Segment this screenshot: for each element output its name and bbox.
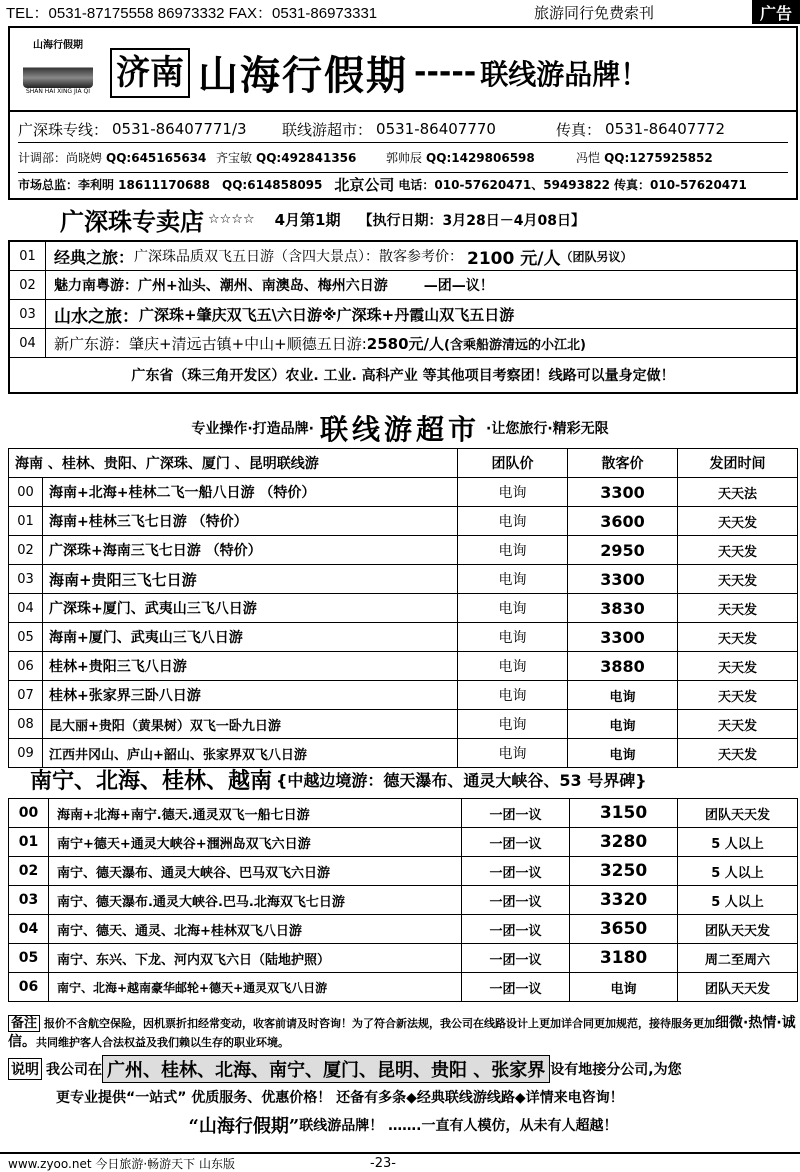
row-number: 09: [9, 739, 43, 768]
item-price: 2580元/人: [366, 334, 445, 353]
slogan-right: ·让您旅行·精彩无限: [486, 421, 609, 437]
table-row: [9, 478, 798, 507]
fax-number: 0531-86407772: [605, 120, 725, 138]
route-name: 桂林+贵阳三飞八日游: [43, 652, 458, 681]
route-name: 海南+桂林三飞七日游 （特价）: [43, 507, 458, 536]
group-price: 一团一议: [462, 828, 570, 857]
item-number: 02: [10, 271, 46, 299]
col-route: 海南 、桂林、贵阳、广深珠、厦门 、昆明联线游: [9, 449, 458, 478]
route-name: 南宁、北海+越南豪华邮轮+德天+通灵双飞八日游: [49, 973, 462, 1002]
item-label: 山水之旅：: [54, 306, 139, 327]
departure: 天天法: [678, 478, 798, 507]
departure: 天天发: [678, 623, 798, 652]
departure: 天天发: [678, 652, 798, 681]
table-row: [9, 973, 798, 1002]
item-text: 广深珠+肇庆双飞五\六日游※广深珠+丹霞山双飞五日游: [139, 305, 515, 324]
brand-line: [110, 44, 648, 101]
walkin-price: 电询: [568, 710, 678, 739]
page-number: -23-: [370, 1155, 396, 1171]
walkin-price: 3250: [570, 857, 678, 886]
staff-name: 冯恺: [576, 151, 601, 165]
departure: 天天发: [678, 594, 798, 623]
group-price: 电询: [458, 652, 568, 681]
nanning-title: 南宁、北海、桂林、越南: [30, 769, 273, 794]
route-name: 南宁、德天瀑布.通灵大峡谷.巴马.北海双飞七日游: [49, 886, 462, 915]
departure: 团队天天发: [678, 915, 798, 944]
rating-stars: ☆☆☆☆: [208, 212, 255, 227]
remarks-emphasis: 细微·热情·诚信。: [8, 1015, 796, 1050]
departure: 天天发: [678, 681, 798, 710]
logo-text: 山海行假期: [33, 40, 83, 51]
departure: 5 人以上: [678, 886, 798, 915]
table-row: [9, 828, 798, 857]
guangdong-inspection-note: 广东省（珠三角开发区）农业. 工业. 高科产业 等其他项目考察团！线路可以量身定做！: [131, 368, 675, 384]
group-price: 一团一议: [462, 857, 570, 886]
row-number: 02: [9, 536, 43, 565]
fax-label: 传真：: [556, 120, 602, 139]
route-name: 南宁、东兴、下龙、河内双飞六日（陆地护照）: [49, 944, 462, 973]
supermarket-slogan: [0, 408, 800, 448]
table-row: [9, 565, 798, 594]
table-row: [9, 886, 798, 915]
item-text: 广州+汕头、潮州、南澳岛、梅州六日游: [138, 278, 388, 294]
route-name: 江西井冈山、庐山+韶山、张家界双飞八日游: [43, 739, 458, 768]
contact-block: [8, 112, 798, 200]
item-number: 03: [10, 300, 46, 328]
row-number: 03: [9, 565, 43, 594]
list-item: [10, 300, 796, 329]
group-price: 一团一议: [462, 944, 570, 973]
nanning-section-title: [30, 764, 647, 795]
group-price: 一团一议: [462, 799, 570, 828]
group-price: 电询: [458, 623, 568, 652]
logo-subtext: SHAN HAI XING JIA QI: [25, 88, 91, 95]
table-row: [9, 536, 798, 565]
border-tour-subtitle: {中越边境游：德天瀑布、通灵大峡谷、53 号界碑}: [276, 771, 647, 790]
director-qq: QQ:614858095: [222, 177, 323, 192]
row-number: 03: [9, 886, 49, 915]
group-price: 一团一议: [462, 915, 570, 944]
row-number: 01: [9, 507, 43, 536]
item-label: 新广东游：: [54, 334, 130, 353]
brand-dash: -----: [414, 55, 477, 90]
list-item: [10, 271, 796, 300]
table-row: [9, 623, 798, 652]
gsz-list: [8, 240, 798, 394]
group-price: 一团一议: [462, 973, 570, 1002]
beijing-company: 北京公司: [334, 176, 395, 194]
market-line-phone: 0531-86407770: [376, 120, 496, 138]
table-row: [9, 710, 798, 739]
walkin-price: 3320: [570, 886, 678, 915]
free-copy-label: 旅游同行免费索刊: [534, 3, 655, 22]
table-header-row: [9, 449, 798, 478]
remarks-text: 报价不含航空保险，因机票折扣经常变动，收客前请及时咨询！为了符合新法规，我公司在线路设计上更加详合同更加规范，接待服务更加: [44, 1017, 716, 1030]
walkin-price: 3650: [570, 915, 678, 944]
company-name: 山海行假期: [198, 52, 408, 99]
departure: 团队天天发: [678, 973, 798, 1002]
remarks-text-2: 共同维护客人合法权益及我们赖以生存的职业环境。: [36, 1036, 289, 1049]
row-number: 00: [9, 478, 43, 507]
brand-tagline: 联线游品牌！: [480, 57, 649, 91]
col-departure: 发团时间: [678, 449, 798, 478]
table-row: [9, 681, 798, 710]
gsz-line-phone: 0531-86407771/3: [112, 120, 247, 138]
contact-row-main: [18, 116, 788, 142]
row-number: 07: [9, 681, 43, 710]
company-header: [8, 26, 798, 112]
remarks-block: [8, 1014, 798, 1052]
table-row: [9, 507, 798, 536]
city-label: 济南: [110, 48, 190, 98]
row-number: 06: [9, 973, 49, 1002]
row-number: 05: [9, 944, 49, 973]
branch-cities: 广州、桂林、北海、南宁、厦门、昆明、贵阳 、张家界: [102, 1055, 550, 1083]
ad-badge: 广告: [752, 0, 800, 24]
explanation-label: 说明: [8, 1058, 42, 1080]
item-label: 魅力南粤游：: [54, 278, 138, 294]
route-name: 昆大丽+贵阳（黄果树）双飞一卧九日游: [43, 710, 458, 739]
route-table-nanning: [8, 798, 798, 1002]
explanation-line-1: [8, 1055, 798, 1083]
row-number: 01: [9, 828, 49, 857]
staff-name: 计调部：尚晓娉: [18, 151, 103, 165]
row-number: 08: [9, 710, 43, 739]
group-price: 电询: [458, 681, 568, 710]
walkin-price: 3300: [568, 565, 678, 594]
slogan-title: 联线游超市: [319, 413, 480, 446]
explanation-line-3: [8, 1111, 798, 1139]
walkin-price: 3280: [570, 828, 678, 857]
walkin-price: 3150: [570, 799, 678, 828]
list-item: [10, 329, 796, 358]
footer-website: www.zyoo.net 今日旅游·畅游天下 山东版: [8, 1156, 235, 1171]
item-text: 广深珠品质双飞五日游（含四大景点）：散客参考价：: [134, 249, 464, 265]
route-name: 南宁、德天瀑布、通灵大峡谷、巴马双飞六日游: [49, 857, 462, 886]
group-price: 电询: [458, 478, 568, 507]
table-row: [9, 915, 798, 944]
row-number: 06: [9, 652, 43, 681]
page-footer: [0, 1152, 800, 1172]
item-note: —团—议！: [423, 278, 494, 294]
explanation-pre: 我公司在: [46, 1062, 102, 1078]
table-row: [9, 857, 798, 886]
contact-row-market: [18, 172, 788, 196]
route-name: 海南+贵阳三飞七日游: [43, 565, 458, 594]
departure: 天天发: [678, 536, 798, 565]
market-line-label: 联线游超市：: [282, 120, 373, 139]
walkin-price: 3300: [568, 623, 678, 652]
route-name: 南宁、德天、通灵、北海+桂林双飞八日游: [49, 915, 462, 944]
explanation-post: 设有地接分公司,为您: [550, 1062, 682, 1078]
walkin-price: 3600: [568, 507, 678, 536]
departure: 团队天天发: [678, 799, 798, 828]
row-number: 04: [9, 594, 43, 623]
gsz-line-label: 广深珠专线：: [18, 120, 109, 139]
route-name: 广深珠+海南三飞七日游 （特价）: [43, 536, 458, 565]
explanation-line-2: 更专业提供“一站式” 优质服务、优惠价格！ 还备有多条◆经典联线游线路◆详情来电咨询！: [56, 1090, 624, 1106]
walkin-price: 3180: [570, 944, 678, 973]
item-text: 肇庆+清远古镇+中山+顺德五日游:: [129, 334, 367, 353]
departure: 5 人以上: [678, 857, 798, 886]
beijing-phone: 电话：010-57620471、59493822: [398, 178, 611, 192]
group-price: 电询: [458, 507, 568, 536]
staff-qq: QQ:1275925852: [604, 150, 713, 165]
group-price: 电询: [458, 565, 568, 594]
departure: 周二至周六: [678, 944, 798, 973]
table-row: [9, 594, 798, 623]
remarks-label: 备注: [8, 1015, 40, 1032]
item-label: 经典之旅：: [54, 247, 135, 267]
col-group-price: 团队价: [458, 449, 568, 478]
contact-row-staff: [18, 142, 788, 172]
group-price: 电询: [458, 710, 568, 739]
group-price: 电询: [458, 536, 568, 565]
brand-quote: “山海行假期”: [188, 1116, 300, 1137]
table-row: [9, 652, 798, 681]
table-row: [9, 944, 798, 973]
walkin-price: 电询: [568, 681, 678, 710]
group-price: 一团一议: [462, 886, 570, 915]
route-name: 海南+北海+桂林二飞一船八日游 （特价）: [43, 478, 458, 507]
contact-tel-fax: TEL：0531-87175558 86973332 FAX：0531-86973331: [6, 4, 378, 22]
item-number: 04: [10, 329, 46, 357]
list-item: [10, 242, 796, 271]
row-number: 05: [9, 623, 43, 652]
departure: 天天发: [678, 739, 798, 768]
staff-qq: QQ:645165634: [106, 150, 207, 165]
group-price: 电询: [458, 594, 568, 623]
route-name: 广深珠+厦门、武夷山三飞八日游: [43, 594, 458, 623]
issue-period: 4月第1期: [274, 211, 341, 229]
group-price: 电询: [458, 739, 568, 768]
route-name: 桂林+张家界三卧八日游: [43, 681, 458, 710]
market-director: 市场总监：李利明 18611170688: [18, 178, 211, 192]
table-row: [9, 799, 798, 828]
gsz-section-title: [60, 202, 585, 237]
row-number: 00: [9, 799, 49, 828]
brand-slogan: 联线游品牌！ …….一直有人模仿，从未有人超越！: [299, 1118, 618, 1134]
departure: 天天发: [678, 507, 798, 536]
item-number: 01: [10, 242, 46, 270]
route-name: 海南+厦门、武夷山三飞八日游: [43, 623, 458, 652]
departure: 天天发: [678, 565, 798, 594]
staff-name: 齐宝敏: [216, 151, 253, 165]
walkin-price: 电询: [568, 739, 678, 768]
mountain-logo-icon: [23, 54, 93, 88]
departure: 5 人以上: [678, 828, 798, 857]
col-walkin-price: 散客价: [568, 449, 678, 478]
staff-qq: QQ:1429806598: [426, 150, 535, 165]
company-logo: [18, 36, 98, 106]
slogan-left: 专业操作·打造品牌·: [191, 421, 314, 437]
item-note: （团队另议）: [560, 249, 633, 264]
staff-qq: QQ:492841356: [256, 150, 357, 165]
walkin-price: 3300: [568, 478, 678, 507]
walkin-price: 3830: [568, 594, 678, 623]
route-name: 海南+北海+南宁.德天.通灵双飞一船七日游: [49, 799, 462, 828]
top-bar: [0, 0, 800, 24]
walkin-price: 电询: [570, 973, 678, 1002]
item-price: 2100 元/人: [467, 248, 561, 269]
walkin-price: 2950: [568, 536, 678, 565]
walkin-price: 3880: [568, 652, 678, 681]
row-number: 02: [9, 857, 49, 886]
gsz-title: 广深珠专卖店: [60, 208, 204, 236]
explanation-block: [8, 1055, 798, 1139]
beijing-fax: 传真：010-57620471: [614, 178, 747, 192]
item-note: (含乘船游清远的小江北): [444, 337, 586, 353]
row-number: 04: [9, 915, 49, 944]
execution-dates: 【执行日期：3月28日－4月08日】: [358, 212, 585, 229]
route-table-main: [8, 448, 798, 768]
departure: 天天发: [678, 710, 798, 739]
route-name: 南宁+德天+通灵大峡谷+涠洲岛双飞六日游: [49, 828, 462, 857]
staff-name: 郭帅辰: [386, 151, 423, 165]
